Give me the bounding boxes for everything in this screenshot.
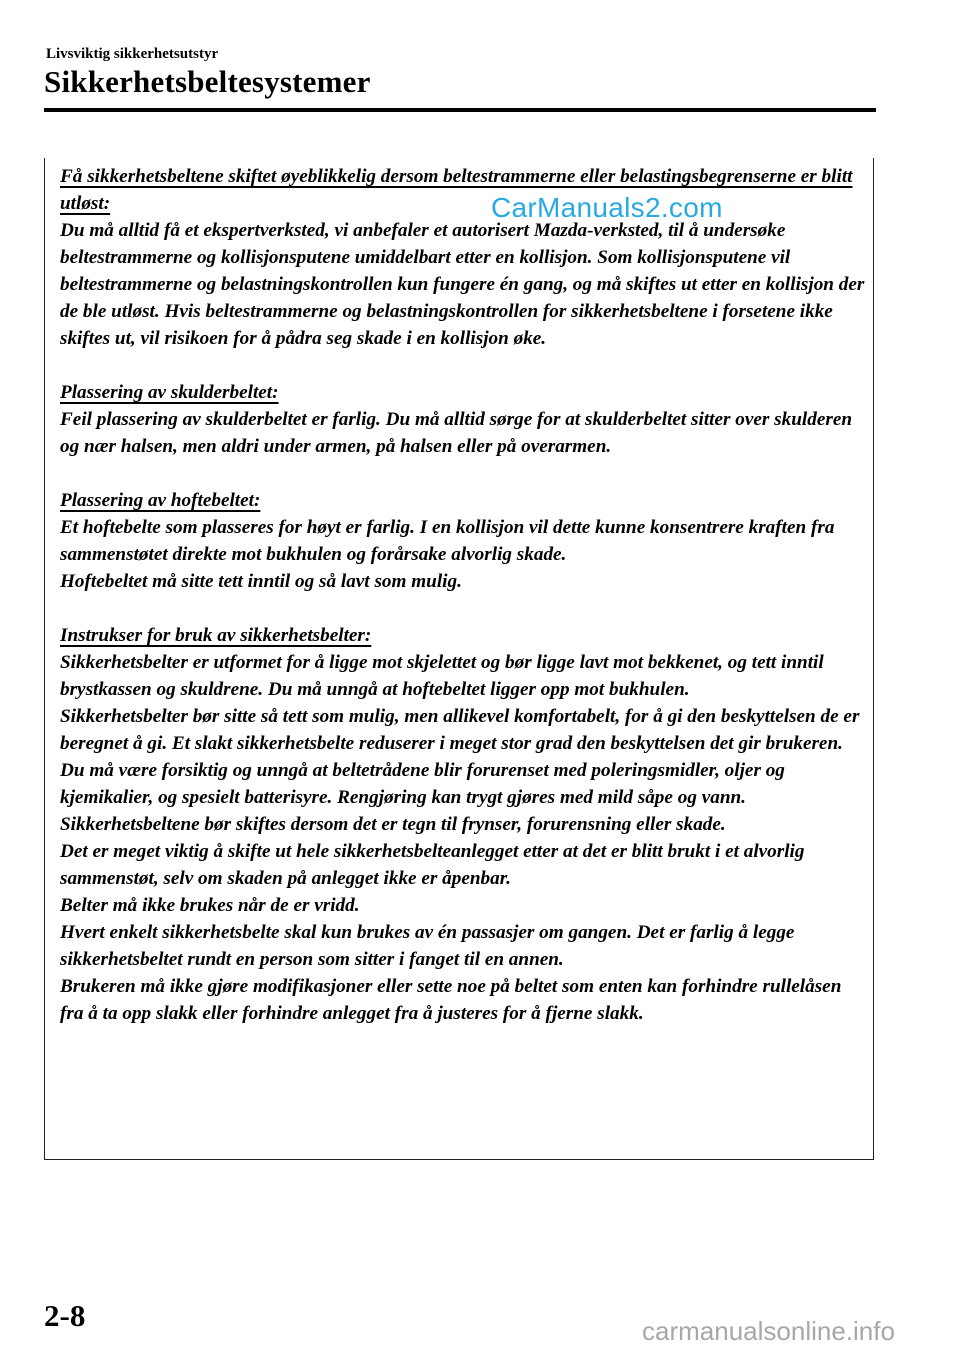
lap-text: Hoftebeltet må sitte tett inntil og så lavt som mulig. <box>60 571 462 592</box>
instruction-paragraph: Det er meget viktig å skifte ut hele sikkerhetsbelteanlegget etter at det er blitt brukt i et alvorlig sammenstøt, selv om skaden på anlegget ikke er åpenbar. <box>60 841 805 889</box>
shoulder-text: Feil plassering av skulderbeltet er farlig. Du må alltid sørge for at skulderbeltet sitter over skulderen og nær halsen, men aldri under armen, på halsen eller på overarmen. <box>60 409 853 457</box>
title-divider <box>44 108 876 112</box>
spacer <box>60 352 866 379</box>
spacer <box>60 460 866 487</box>
lap-heading: Plassering av hoftebeltet: <box>60 490 261 511</box>
intro-text: Du må alltid få et ekspertverksted, vi anbefaler et autorisert Mazda-verksted, til å undersøke beltestrammerne og kollisjonsputene umiddelbart etter en kollisjon. Som kollisjonsputene vil beltestrammerne og belastningskontrollen kun fungere én gang, og må skiftes ut etter en kollisjon der de ble utløst. Hvis beltestrammerne og belastningskontrollen for sikkerhetsbeltene i forsetene ikke skiftes ut, vil risikoen for å pådra seg skade i en kollisjon øke. <box>60 220 865 349</box>
warning-content <box>60 163 866 1027</box>
instruction-paragraph: Hvert enkelt sikkerhetsbelte skal kun brukes av én passasjer om gangen. Det er farlig å legge sikkerhetsbeltet rundt en person som sitter i fanget til en annen. <box>60 922 795 970</box>
instruction-paragraph: Sikkerhetsbelter er utformet for å ligge mot skjelettet og bør ligge lavt mot bekkenet, og tett inntil brystkassen og skuldrene. Du må unngå at hoftebeltet ligger opp mot bukhulen. <box>60 652 824 700</box>
instruction-paragraph: Sikkerhetsbelter bør sitte så tett som mulig, men allikevel komfortabelt, for å gi den beskyttelsen de er beregnet å gi. Et slakt sikkerhetsbelte reduserer i meget stor grad den beskyttelsen det gir brukeren. <box>60 706 860 754</box>
lap-text: Et hoftebelte som plasseres for høyt er farlig. I en kollisjon vil dette kunne konsentrere kraften fra sammenstøtet direkte mot bukhulen og forårsake alvorlig skade. <box>60 517 835 565</box>
footer-site: carmanualsonline.info <box>642 1316 895 1346</box>
spacer <box>60 595 866 622</box>
instruction-paragraph: Brukeren må ikke gjøre modifikasjoner eller sette noe på beltet som enten kan forhindre rullelåsen fra å ta opp slakk eller forhindre anlegget fra å justeres for å fjerne slakk. <box>60 976 842 1024</box>
instruction-paragraph: Belter må ikke brukes når de er vridd. <box>60 895 360 916</box>
intro-heading: Få sikkerhetsbeltene skiftet øyeblikkelig dersom beltestrammerne eller belastingsbegrenserne er blitt utløst: <box>60 166 853 214</box>
section-label: Livsviktig sikkerhetsutstyr <box>46 46 219 62</box>
page-title: Sikkerhetsbeltesystemer <box>44 64 371 99</box>
watermark: CarManuals2.com <box>491 192 723 223</box>
shoulder-heading: Plassering av skulderbeltet: <box>60 382 279 403</box>
instruction-paragraph: Du må være forsiktig og unngå at beltetrådene blir forurenset med poleringsmidler, oljer og kjemikalier, og spesielt batterisyre. Rengjøring kan trygt gjøres med mild såpe og vann. Sikkerhetsbeltene bør skiftes dersom det er tegn til frynser, forurensning eller skade. <box>60 760 785 835</box>
page-number: 2-8 <box>44 1298 86 1333</box>
instructions-heading: Instrukser for bruk av sikkerhetsbelter: <box>60 625 372 646</box>
